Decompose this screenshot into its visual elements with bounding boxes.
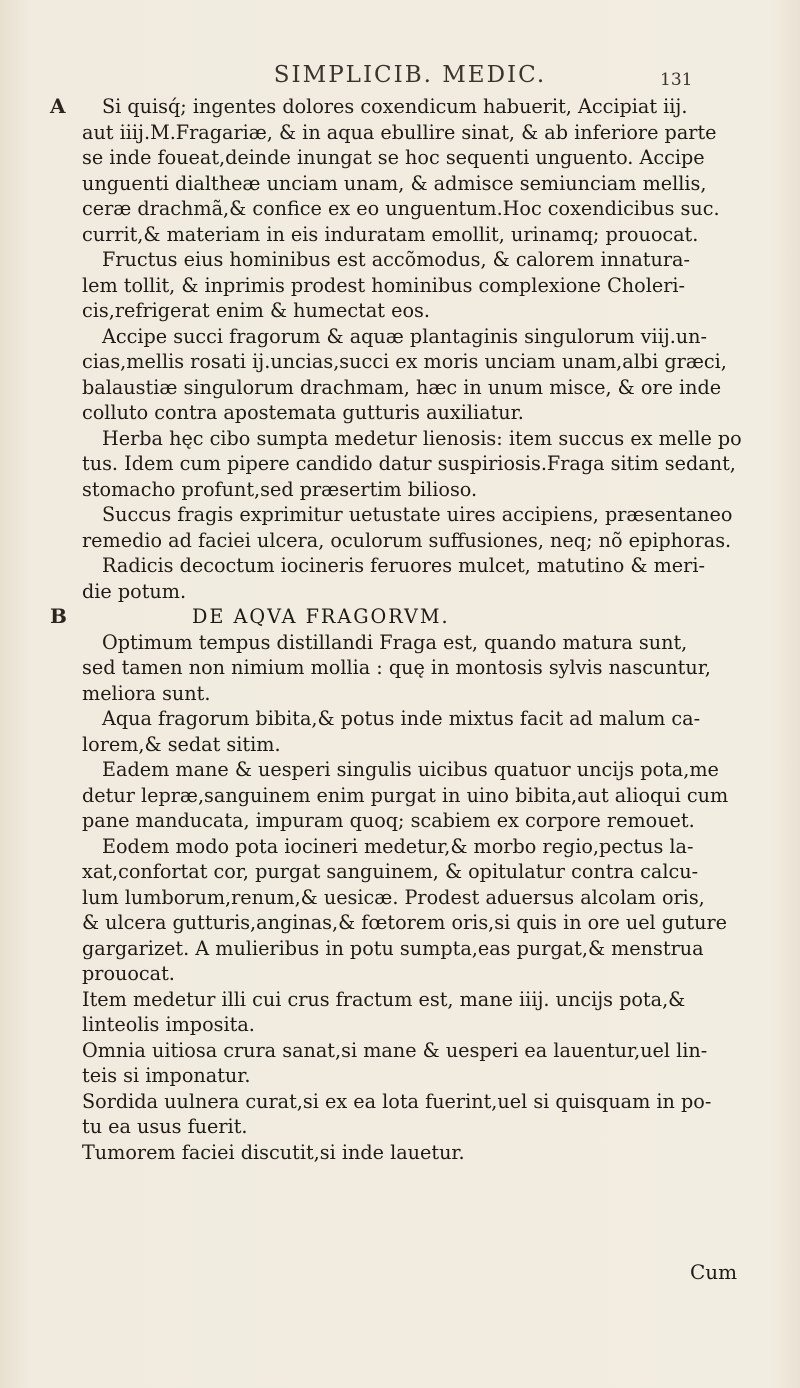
text-line: Eadem mane & uesperi singulis uicibus quatuor uncijs pota,me — [102, 758, 719, 781]
text-line: Si quisq́; ingentes dolores coxendicum habuerit, Accipiat iij. — [102, 95, 688, 118]
text-line: Fructus eius hominibus est accõmodus, & calorem innatura- — [102, 248, 690, 271]
text-line: meliora sunt. — [82, 681, 211, 705]
text-line: colluto contra apostemata gutturis auxiliatur. — [82, 401, 524, 424]
text-line: Eodem modo pota iocineri medetur,& morbo regio,pectus la- — [102, 834, 694, 858]
text-line: tus. Idem cum pipere candido datur suspiriosis.Fraga sitim sedant, — [82, 452, 736, 475]
margin-letter-b: B — [50, 604, 67, 628]
text-line: gargarizet. A mulieribus in potu sumpta,eas purgat,& menstrua — [82, 936, 704, 960]
section-heading: DE AQVA FRAGORVM. — [192, 605, 450, 628]
text-line: currit,& materiam in eis induratam emollit, urinamq; prouocat. — [82, 222, 699, 246]
text-line: Aqua fragorum bibita,& potus inde mixtus facit ad malum ca- — [102, 707, 701, 730]
text-line: prouocat. — [82, 962, 175, 985]
text-line: unguenti dialtheæ unciam unam, & admisce semiunciam mellis, — [82, 171, 707, 195]
text-line: & ulcera gutturis,anginas,& fœtorem oris,si quis in ore uel guture — [82, 911, 728, 934]
text-line: tu ea usus fuerit. — [82, 1115, 248, 1138]
text-line: lum lumborum,renum,& uesicæ. Prodest aduersus alcolam oris, — [82, 885, 705, 909]
text-line: detur lepræ,sanguinem enim purgat in uino bibita,aut alioqui cum — [82, 783, 729, 807]
text-line: Herba hęc cibo sumpta medetur lienosis: item succus ex melle po — [102, 426, 742, 450]
text-line: Tumorem faciei discutit,si inde lauetur. — [82, 1140, 465, 1164]
text-line: pane manducata, impuram quoq; scabiem ex corpore remouet. — [82, 809, 695, 832]
text-line: linteolis imposita. — [82, 1013, 255, 1036]
text-line: stomacho profunt,sed præsertim bilioso. — [82, 477, 478, 501]
text-line: xat,confortat cor, purgat sanguinem, & opitulatur contra calcu- — [82, 860, 699, 883]
text-line: lem tollit, & inprimis prodest hominibus complexione Choleri- — [82, 273, 685, 297]
text-line: balaustiæ singulorum drachmam, hæc in unum misce, & ore inde — [82, 375, 722, 399]
text-line: teis si imponatur. — [82, 1064, 251, 1087]
text-line: cias,mellis rosati ij.uncias,succi ex moris unciam unam,albi græci, — [82, 350, 727, 373]
text-line: se inde foueat,deinde inungat se hoc sequenti unguento. Accipe — [82, 146, 705, 169]
margin-letter-a: A — [50, 94, 66, 118]
text-line: Optimum tempus distillandi Fraga est, quando matura sunt, — [102, 630, 688, 654]
text-line: Item medetur illi cui crus fractum est, mane iiij. uncijs pota,& — [82, 987, 686, 1011]
text-line: lorem,& sedat sitim. — [82, 732, 281, 756]
body-text — [82, 94, 742, 1165]
page-number: 131 — [660, 70, 693, 90]
text-line: ceræ drachmã,& confice ex eo unguentum.Hoc coxendicibus suc. — [82, 197, 720, 220]
text-line: Succus fragis exprimitur uetustate uires accipiens, præsentaneo — [102, 503, 733, 526]
text-line: aut iiij.M.Fragariæ, & in aqua ebullire sinat, & ab inferiore parte — [82, 120, 717, 144]
text-line: Radicis decoctum iocineris feruores mulcet, matutino & meri- — [102, 554, 705, 577]
text-line: Accipe succi fragorum & aquæ plantaginis singulorum viij.un- — [102, 324, 707, 348]
text-line: Sordida uulnera curat,si ex ea lota fuerint,uel si quisquam in po- — [82, 1089, 712, 1113]
catchword: Cum — [690, 1260, 738, 1284]
text-line: remedio ad faciei ulcera, oculorum suffusiones, neq; nõ epiphoras. — [82, 528, 732, 552]
text-line: cis,refrigerat enim & humectat eos. — [82, 299, 430, 322]
running-title: SIMPLICIB. MEDIC. — [273, 62, 547, 88]
text-line: sed tamen non nimium mollia : quę in montosis sylvis nascuntur, — [82, 656, 711, 679]
text-line: die potum. — [82, 579, 187, 603]
text-line: Omnia uitiosa crura sanat,si mane & uesperi ea lauentur,uel lin- — [82, 1038, 708, 1062]
